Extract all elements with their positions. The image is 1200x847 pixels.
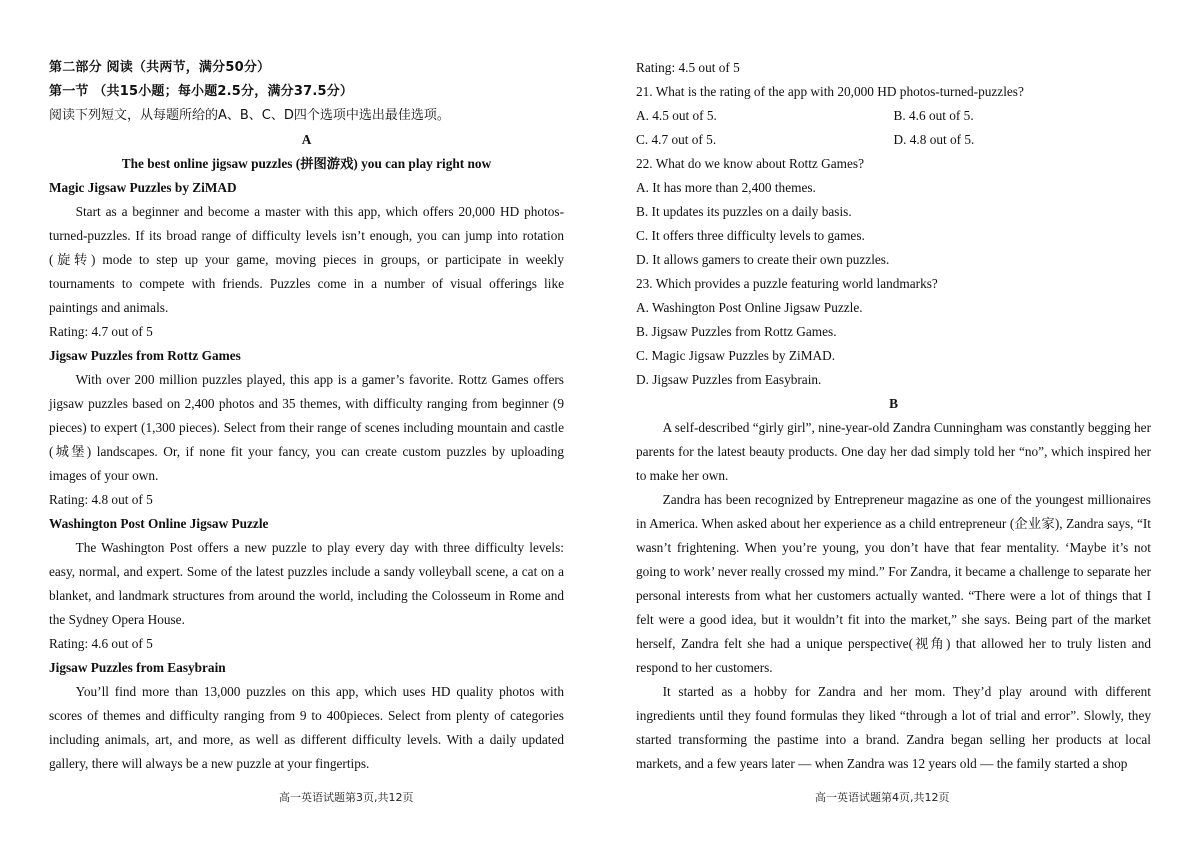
option-b: B. It updates its puzzles on a daily basis.	[636, 204, 852, 219]
question-stem: 21. What is the rating of the app with 20,000 HD photos-turned-puzzles?	[636, 84, 1024, 99]
app-rating: Rating: 4.5 out of 5	[636, 60, 740, 75]
app-name: Jigsaw Puzzles from Easybrain	[49, 660, 226, 675]
option-c: C. 4.7 out of 5.	[636, 132, 717, 147]
passage-label-a: A	[301, 132, 312, 147]
option-row	[636, 104, 1151, 128]
left-column	[49, 56, 564, 776]
instruction: 阅读下列短文，从每题所给的A、B、C、D四个选项中选出最佳选项。	[49, 108, 450, 123]
option-d: D. 4.8 out of 5.	[893, 132, 975, 147]
option-row	[636, 128, 1151, 152]
app-description: With over 200 million puzzles played, this app is a gamer’s favorite. Rottz Games offers jigsaw puzzles based on 2,400 photos and 35 themes, with difficulty ranging from beginner (9 pieces) to expert (1,300 pieces). Select from their range of scenes including mountain and castle (城堡) landscapes. Or, if none fit your fancy, you can create custom puzzles by uploading images of your own.	[49, 372, 564, 483]
option-b: B. Jigsaw Puzzles from Rottz Games.	[636, 324, 837, 339]
page-footer: 高一英语试题第4页,共12页	[815, 791, 950, 804]
app-rating: Rating: 4.8 out of 5	[49, 492, 153, 507]
passage-paragraph: It started as a hobby for Zandra and her mom. They’d play around with different ingredients until they found formulas they liked “through a lot of trial and error”. Slowly, they started transforming the pastime into a brand. Zandra began selling her products at local markets, and a few years later — when Zandra was 12 years old — the family started a shop	[636, 684, 1151, 771]
app-name: Magic Jigsaw Puzzles by ZiMAD	[49, 180, 237, 195]
option-a: A. Washington Post Online Jigsaw Puzzle.	[636, 300, 863, 315]
app-name: Washington Post Online Jigsaw Puzzle	[49, 516, 269, 531]
app-rating: Rating: 4.6 out of 5	[49, 636, 153, 651]
app-description: The Washington Post offers a new puzzle to play every day with three difficulty levels: easy, normal, and expert. Some of the latest puzzles include a sandy volleyball scene, a cat on a blanket, and landmark structures from around the world, including the Colosseum in Rome and the Sydney Opera House.	[49, 540, 564, 627]
option-d: D. It allows gamers to create their own puzzles.	[636, 252, 890, 267]
passage-label-b: B	[889, 396, 898, 411]
page-footer: 高一英语试题第3页,共12页	[279, 791, 414, 804]
right-column	[636, 56, 1151, 776]
option-d: D. Jigsaw Puzzles from Easybrain.	[636, 372, 822, 387]
part-header: 第二部分 阅读（共两节，满分50分）	[49, 60, 271, 75]
option-a: A. It has more than 2,400 themes.	[636, 180, 816, 195]
option-b: B. 4.6 out of 5.	[893, 108, 974, 123]
question-stem: 22. What do we know about Rottz Games?	[636, 156, 864, 171]
option-c: C. Magic Jigsaw Puzzles by ZiMAD.	[636, 348, 836, 363]
app-rating: Rating: 4.7 out of 5	[49, 324, 153, 339]
app-description: Start as a beginner and become a master with this app, which offers 20,000 HD photos-turned-puzzles. If its broad range of difficulty levels isn’t enough, you can jump into rotation (旋转) mode to step up your game, moving pieces in groups, or participate in weekly tournaments to compete with friends. Puzzles come in a number of visual offerings like paintings and animals.	[49, 204, 564, 315]
passage-paragraph: A self-described “girly girl”, nine-year-old Zandra Cunningham was constantly begging her parents for the latest beauty products. One day her dad simply told her “no”, which inspired her to make her own.	[636, 420, 1151, 483]
passage-title: The best online jigsaw puzzles (拼图游戏) you can play right now	[121, 156, 492, 171]
question-stem: 23. Which provides a puzzle featuring world landmarks?	[636, 276, 938, 291]
app-name: Jigsaw Puzzles from Rottz Games	[49, 348, 241, 363]
passage-paragraph: Zandra has been recognized by Entrepreneur magazine as one of the youngest millionaires in America. When asked about her experience as a child entrepreneur (企业家), Zandra says, “It wasn’t frightening. When you’re young, you don’t have that fear mentality. ‘Maybe it’s not going to work’ never really crossed my mind.” For Zandra, it became a challenge to separate her personal interests from what her customers actually wanted. “There were a lot of things that I felt were a good idea, but it wouldn’t fit into the market,” she says. Being part of the market herself, Zandra felt she had a unique perspective(视角) that allowed her to truly listen and respond to her customers.	[636, 492, 1151, 675]
option-c: C. It offers three difficulty levels to games.	[636, 228, 865, 243]
option-a: A. 4.5 out of 5.	[636, 108, 717, 123]
app-description: You’ll find more than 13,000 puzzles on this app, which uses HD quality photos with scores of themes and difficulty ranging from 9 to 400pieces. Select from plenty of categories including animals, art, and more, as well as different difficulty levels. With a daily updated gallery, there will always be a new puzzle at your fingertips.	[49, 684, 564, 771]
section-header: 第一节 （共15小题；每小题2.5分，满分37.5分）	[49, 84, 354, 99]
